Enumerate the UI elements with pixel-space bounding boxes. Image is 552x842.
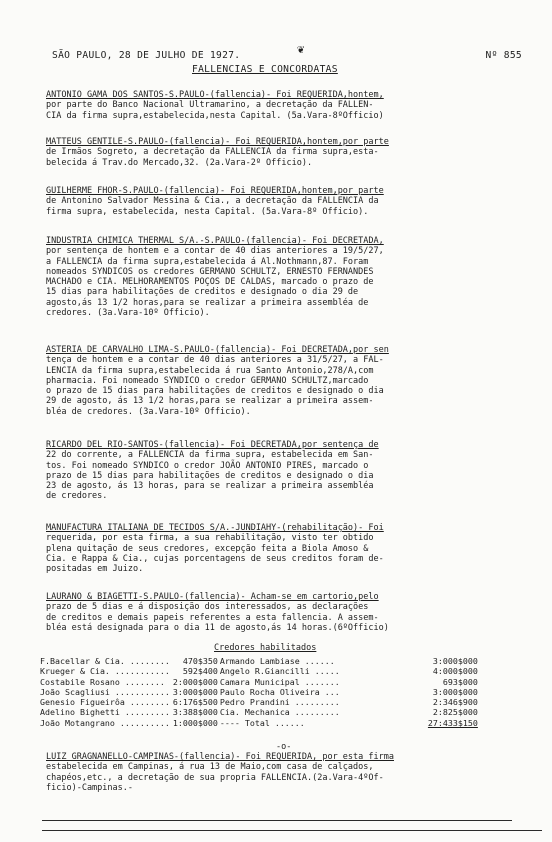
entry-line: o prazo de 15 dias para habilitações de creditos e designado o dia [46,386,384,397]
entry-line: belecida á Trav.do Mercado,32. (2a.Vara-2º Officio). [46,157,313,168]
entry-line: Cia. e Rappa & Cia., cujas porcentagens de seus creditos foram de- [46,553,384,564]
entry-line: tos. Foi nomeado SYNDICO o credor JOÃO ANTONIO PIRES, marcado o [46,460,369,471]
entry-line: de credores. [46,491,108,502]
entry-line: MATTEUS GENTILE-S.PAULO-(fallencia)- Foi REQUERIDA,hontem,por parte [46,137,389,147]
creditors-heading: Credores habilitados [214,643,317,653]
entry-line: LAURANO & BIAGETTI-S.PAULO-(fallencia)- Acham-se em cartorio,pelo [46,592,379,602]
bulletin-number: Nº 855 [485,50,522,61]
table-row [40,687,478,697]
entry-ricardo-del-rio [46,440,518,502]
entry-line: agosto,ás 13 1/2 horas,para se realizar a primeira assembléa de [46,297,369,308]
creditor-amount: 1:000$000 [172,717,218,728]
entry-line: pharmacia. Foi nomeado SYNDICO o credor GERMANO SCHULTZ,marcado [46,375,369,386]
entry-industria-chimica [46,236,518,318]
entry-line: LENCIA da firma supra,estabelecida á rua Santo Antonio,278/A,com [46,365,374,376]
entry-line: de creditos e demais papeis referentes a esta fallencia. A assem- [46,612,379,623]
entry-line: ficio)-Campinas.- [46,782,133,793]
creditor-amount: 3:000$000 [432,686,478,697]
entry-line: bléa de credores. (3a.Vara-10º Officio). [46,406,251,417]
creditor-name: Adelino Bighetti ......... [40,707,170,718]
creditor-amount: 2:346$900 [432,697,478,708]
entry-line: a FALLENCIA da firma supra,estabelecida á Al.Nothmann,87. Foram [46,256,369,267]
entry-manufactura-italiana [46,523,518,574]
entry-line: chapéos,etc., a decretação de sua propria FALLENCIA.(2a.Vara-4ºOf- [46,772,384,783]
entry-line: por sentença de hontem e a contar de 40 dias anteriores a 19/5/27, [46,246,384,257]
entry-luiz-gragnanello [46,752,518,793]
table-row [40,697,478,707]
table-row [40,718,478,728]
entry-line: GUILHERME FHOR-S.PAULO-(fallencia)- Foi REQUERIDA,hontem,por parte [46,186,384,196]
entry-line: credores. (3a.Vara-10º Officio). [46,308,210,319]
creditor-name: ---- Total ...... [219,717,305,728]
creditor-amount: 6:176$500 [172,697,218,708]
table-row [40,656,478,666]
creditor-name: Armando Lambiase ...... [219,656,335,666]
entry-line: LUIZ GRAGNANELLO-CAMPINAS-(fallencia)- Foi REQUERIDA, por esta firma [46,752,394,762]
entry-line: estabelecida em Campinas, á rua 13 de Maio,com casa de calçados, [46,762,374,773]
entry-line: 29 de agosto, ás 13 1/2 horas,para se realizar a primeira assem- [46,396,374,407]
creditor-name: Paulo Rocha Oliveira ... [219,686,340,697]
table-row [40,707,478,717]
entry-line: bléa está designada para o dia 11 de agosto,ás 14 horas.(6ºOfficio) [46,622,389,633]
creditor-amount: 3:388$000 [172,707,218,718]
entry-line: CIA da firma supra,estabelecida,nesta Capital. (5a.Vara-8ºOfficio) [46,110,384,121]
creditor-name: Angelo R.Giancilli ..... [219,666,340,677]
entry-matteus-gentile [46,137,518,168]
bulletin-title: FALLENCIAS E CONCORDATAS [192,64,338,75]
creditors-table [40,656,478,728]
creditor-name: Krueger & Cia. ........... [40,666,170,677]
creditor-amount: 470$350 [182,656,218,666]
entry-line: plena quitação de seus credores, excepção feita a Biola Amoso & [46,543,369,554]
creditor-amount: 3:000$000 [432,656,478,666]
entry-line: de Antonino Salvador Messina & Cia., a decretação da FALLENCIA da [46,196,379,207]
creditor-amount: 693$000 [442,676,478,687]
entry-line: ANTONIO GAMA DOS SANTOS-S.PAULO-(fallencia)- Foi REQUERIDA,hontem, [46,90,384,100]
entry-line: prazo de 15 dias para habilitações de creditos e designado o dia [46,470,374,481]
section-separator: -o- [276,742,292,752]
entry-guilherme-fhor [46,186,518,217]
entry-line: positadas em Juizo. [46,564,144,575]
entry-line: firma supra, estabelecida, nesta Capital. (5a.Vara-8º Officio). [46,206,369,217]
creditors-total: 27:433$150 [427,717,478,728]
creditor-amount: 592$400 [182,666,218,677]
entry-line: MANUFACTURA ITALIANA DE TECIDOS S/A.-JUNDIAHY-(rehabilitação)- Foi [46,523,384,533]
entry-line: 22 do corrente, a FALLENCIA da firma supra, estabelecida em San- [46,450,374,461]
entry-line: tença de hontem e a contar de 40 dias anteriores a 31/5/27, a FAL- [46,355,384,366]
bulletin-date: SÃO PAULO, 28 DE JULHO DE 1927. [52,50,241,61]
creditor-name: João Motangrano .......... [40,717,170,728]
entry-line: prazo de 5 dias e á disposição dos interessados, as declarações [46,602,369,613]
creditor-name: F.Bacellar & Cia. ........ [40,656,170,666]
divider-rule [42,830,542,831]
entry-line: 23 de agosto, ás 13 horas, para se realizar a primeira assembléa [46,481,374,492]
entry-line: nomeados SYNDICOS os credores GERMANO SCHULTZ, ERNESTO FERNANDES [46,266,374,277]
divider-rule [42,820,512,821]
entry-line: ASTERIA DE CARVALHO LIMA-S.PAULO-(fallencia)- Foi DECRETADA,por sen [46,345,389,355]
entry-line: MACHADO e CIA. MELHORAMENTOS POÇOS DE CALDAS, marcado o prazo de [46,277,374,288]
creditor-name: Pedro Prandini ......... [219,697,340,708]
entry-asteria-carvalho [46,345,518,417]
entry-line: de Irmãos Sogreto, a decretação da FALLENCIA da firma supra,esta- [46,147,379,158]
entry-line: RICARDO DEL RIO-SANTOS-(fallencia)- Foi DECRETADA,por sentença de [46,440,379,450]
creditor-name: Camara Municipal ....... [219,676,340,687]
creditor-amount: 2:825$000 [432,707,478,718]
table-row [40,666,478,676]
creditor-name: João Scagliusi ........... [40,686,170,697]
entry-laurano-biagetti [46,592,518,633]
entry-line: requerida, por esta firma, a sua rehabilitação, visto ter obtido [46,533,374,544]
table-row [40,677,478,687]
creditor-name: Genesio Figueirôa ........ [40,697,170,708]
entry-antonio-gama [46,90,518,121]
entry-line: por parte do Banco Nacional Ultramarino, a decretação da FALLEN- [46,100,374,111]
entry-line: 15 dias para habilitações de creditos e designado o dia 29 de [46,287,359,298]
creditor-name: Costabile Rosano ........ [40,676,165,687]
creditor-amount: 4:000$000 [432,666,478,677]
entry-line: INDUSTRIA CHIMICA THERMAL S/A.-S.PAULO-(fallencia)- Foi DECRETADA, [46,236,384,246]
creditor-amount: 2:000$000 [172,676,218,687]
creditor-amount: 3:000$000 [172,686,218,697]
creditor-name: Cia. Mechanica ......... [219,707,340,718]
ink-mark: ❦ [297,42,305,56]
